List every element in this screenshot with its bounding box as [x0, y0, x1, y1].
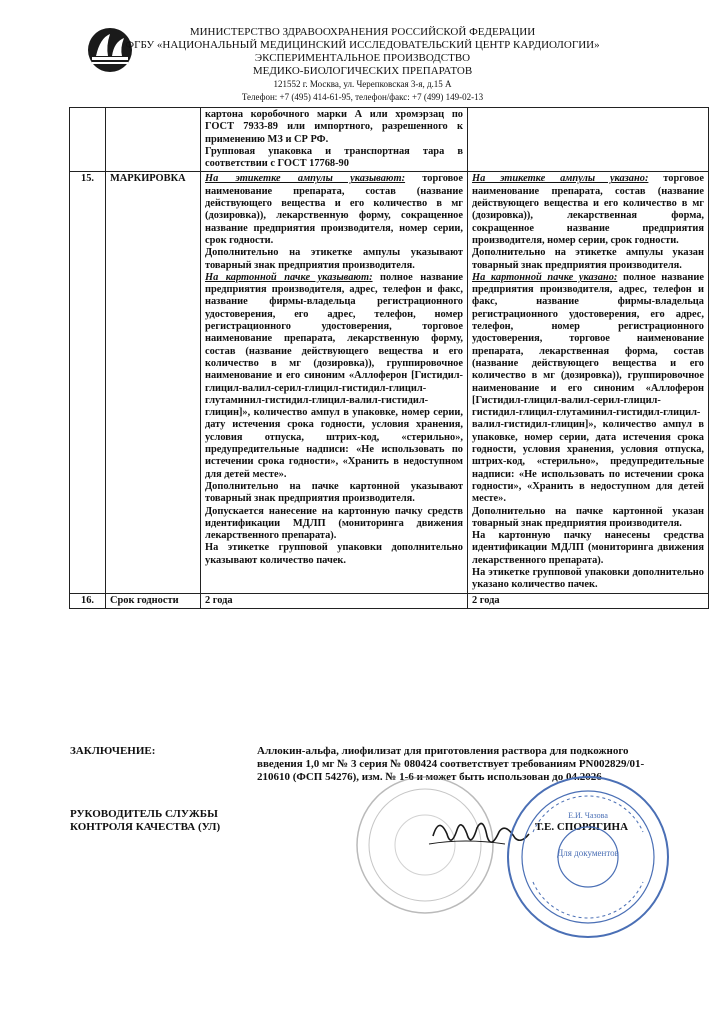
row-name: МАРКИРОВКА: [106, 172, 201, 593]
row-number: 15.: [70, 172, 106, 593]
cell-paragraph: На картонную пачку нанесены средства идентификации МДЛП (мониторинга движения лекарственного препарата).: [472, 530, 704, 566]
row-name: [106, 108, 201, 172]
table-row: [70, 172, 709, 593]
cell-paragraph: [205, 272, 463, 481]
paragraph-lead: На этикетке ампулы указано:: [472, 173, 649, 185]
row-name: Срок годности: [106, 593, 201, 608]
table-row: [70, 108, 709, 172]
conclusion-label: ЗАКЛЮЧЕНИЕ:: [70, 745, 156, 757]
cell-paragraph: На этикетке групповой упаковки дополнительно указано количество пачек.: [472, 566, 704, 591]
paragraph-lead: На этикетке ампулы указывают:: [205, 173, 406, 185]
letterhead-line: ЭКСПЕРИМЕНТАЛЬНОЕ ПРОИЗВОДСТВО: [254, 52, 471, 64]
signatory-title: [70, 808, 220, 834]
letterhead: [0, 26, 725, 104]
cell-paragraph: Дополнительно на этикетке ампулы указывают товарный знак предприятия производителя.: [205, 247, 463, 271]
paragraph-text: торговое наименование препарата, состав (название действующего вещества и его количество в мг (дозировка)), лекарственная форма, сокращенное название предприятия производителя, номер серии, срок годности.: [472, 173, 704, 246]
requirement-cell: 2 года: [201, 593, 468, 608]
cell-paragraph: Групповая упаковка и транспортная тара в соответствии с ГОСТ 17768-90: [205, 145, 463, 170]
paragraph-lead: На картонной пачке указывают:: [205, 271, 373, 283]
letterhead-line: МЕДИКО-БИОЛОГИЧЕСКИХ ПРЕПАРАТОВ: [252, 65, 473, 77]
result-cell: 2 года: [468, 593, 709, 608]
result-cell: [468, 172, 709, 593]
table-row: [70, 593, 709, 608]
requirement-cell: [201, 172, 468, 593]
letterhead-line: ФГБУ «НАЦИОНАЛЬНЫЙ МЕДИЦИНСКИЙ ИССЛЕДОВАТЕЛЬСКИЙ ЦЕНТР КАРДИОЛОГИИ»: [125, 39, 600, 51]
cell-paragraph: Допускается нанесение на картонную пачку средств идентификации МДЛП (мониторинга движения лекарственного препарата).: [205, 505, 463, 542]
cell-paragraph: [472, 173, 704, 247]
signatory-title-line: КОНТРОЛЯ КАЧЕСТВА (УЛ): [70, 821, 221, 833]
official-round-stamp-icon: [503, 772, 673, 942]
specification-table: [69, 107, 709, 609]
cell-paragraph: [472, 272, 704, 506]
letterhead-address: 121552 г. Москва, ул. Черепковская 3-я, д.15 А: [273, 79, 452, 89]
row-number: [70, 108, 106, 172]
conclusion-text: Аллокин-альфа, лиофилизат для приготовления раствора для подкожного введения 1,0 мг № 3 серия № 080424 соответствует требованиям PN002829/01-210610 (ФСП 54276), изм. № 1-6 и может быть использован до 04.2026: [257, 745, 645, 783]
paragraph-text: полное название предприятия производителя, адрес, телефон и факс, название фирмы-владельца регистрационного удостоверения, его адрес, телефон, номер регистрационного удостоверения, торговое наименование препарата, лекарственная форма, состав (название действующего вещества и его количество в мг (дозировка)), группировочное наименование и его синоним «Аллоферон [Гистидил-глицил-валил-серил-глицил-гистидил-глицил-глутаминил-гистидил-глицил-валил-гистидил-глицин]», количество ампул в упаковке, номер серии, дата истечения срока годности, условия хранения, условия отпуска, штрих-код, «стерильно», предупредительные надписи: «Не использовать по истечении срока годности», «Хранить в недоступном для детей месте».: [472, 271, 704, 505]
paragraph-text: торговое наименование препарата, состав (название действующего вещества и его количество в мг (дозировка)), лекарственную форму, сокращенное название предприятия производителя, номер серии, срок годности.: [205, 173, 463, 246]
cell-paragraph: Дополнительно на пачке картонной указан товарный знак предприятия производителя.: [472, 505, 704, 529]
signer-name: Т.Е. СПОРЯГИНА: [535, 821, 629, 833]
cell-paragraph: Дополнительно на этикетке ампулы указан товарный знак предприятия производителя.: [472, 247, 704, 271]
requirement-cell: [201, 108, 468, 172]
result-cell: [468, 108, 709, 172]
stamp-name-text: Е.И. Чазова: [568, 811, 608, 820]
paragraph-lead: На картонной пачке указано:: [472, 271, 618, 283]
cell-paragraph: картона коробочного марки А или хромэрзац по ГОСТ 7933-89 или импортного, разрешенного к применению МЗ и СР РФ.: [205, 109, 463, 145]
signatory-title-line: РУКОВОДИТЕЛЬ СЛУЖБЫ: [70, 808, 218, 820]
stamp-center-text: Для документов: [557, 848, 619, 858]
letterhead-line: МИНИСТЕРСТВО ЗДРАВООХРАНЕНИЯ РОССИЙСКОЙ ФЕДЕРАЦИИ: [189, 26, 536, 38]
paragraph-text: полное название предприятия производителя, адрес, телефон и факс, название фирмы-владельца регистрационного удостоверения, его адрес, телефон, номер регистрационного удостоверения, торговое наименование препарата, лекарственную форму, состав (название действующего вещества и его количество в мг (дозировка)), группировочное наименование и его синоним «Аллоферон [Гистидил-глицил-валил-серил-глицил-гистидил-глицил-глутаминил-гистидил-глицил-валил-гистидил-глицин]», количество ампул в упаковке, номер серии, дату истечения срока годности, условия хранения, условия отпуска, штрих-код, «стерильно», предупредительные надписи: «Не использовать по истечении срока годности», «Хранить в недоступном для детей месте».: [205, 271, 463, 480]
cell-paragraph: [205, 173, 463, 247]
cell-paragraph: На этикетке групповой упаковки дополнительно указывают количество пачек.: [205, 542, 463, 566]
row-number: 16.: [70, 593, 106, 608]
letterhead-phones: Телефон: +7 (495) 414-61-95, телефон/факс: +7 (499) 149-02-13: [241, 92, 484, 102]
cell-paragraph: Дополнительно на пачке картонной указывают товарный знак предприятия производителя.: [205, 480, 463, 505]
